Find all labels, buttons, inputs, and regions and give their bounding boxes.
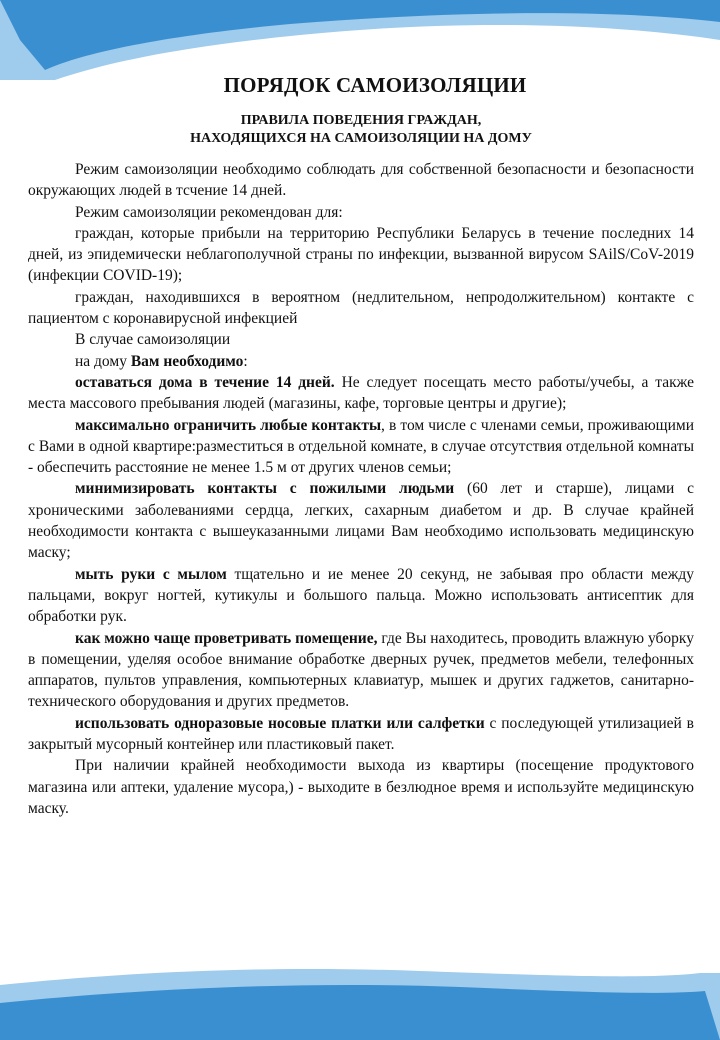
rule-item: оставаться дома в течение 14 дней. Не следует посещать место работы/учебы, а также места массового пребывания людей (магазины, кафе, торговые центры и другие); [28,373,694,413]
rule-item: мыть руки с мылом тщательно и ие менее 20 секунд, не забывая про области между пальцами, вокруг ногтей, кутикулы и большого пальца. Можно использовать антисептик для обработки рук. [28,565,694,626]
rule-item: максимально ограничить любые контакты, в том числе с членами семьи, проживающими с Вами в одной квартире:разместиться в отдельной комнате, в случае отсутствия отдельной комнаты - обеспечить расстояние не менее 1.5 м от других членов семьи; [28,416,694,477]
rule-item: минимизировать контакты с пожилыми людьми (60 лет и старше), лицами с хроническими заболеваниями сердца, легких, сахарным диабетом и др. В случае крайней необходимости контакта с вышеуказанными лицами Вам необходимо использовать медицинскую маску; [28,480,694,562]
paragraph: граждан, находившихся в вероятном (недлительном, непродолжительном) контакте с пациентом с коронавирусной инфекцией [28,288,694,328]
document-title: ПОРЯДОК САМОИЗОЛЯЦИИ [223,73,527,97]
rule-item: использовать одноразовые носовые платки или салфетки с последующей утилизацией в закрытый мусорный контейнер или пластиковый пакет. [28,714,694,754]
bottom-wave-decoration [0,945,720,1040]
document-content [28,70,694,819]
document-body [28,159,694,819]
paragraph: Режим самоизоляции необходимо соблюдать для собственной безопасности и безопасности окружающих людей в тсчение 14 дней. [28,161,694,200]
document-subtitle [28,112,694,148]
subtitle-line-2: НАХОДЯЩИХСЯ НА САМОИЗОЛЯЦИИ НА ДОМУ [190,131,532,146]
paragraph: При наличии крайней необходимости выхода из квартиры (посещение продуктового магазина или аптеки, удаление мусора,) - выходите в безлюдное время и используйте медицинскую маску. [28,757,694,817]
paragraph: на дому Вам необходимо: [75,352,248,370]
paragraph: Режим самоизоляции рекомендован для: [75,203,343,221]
paragraph: граждан, которые прибыли на территорию Республики Беларусь в течение последних 14 дней, из эпидемически неблагополучной страны по инфекции, вызванной вирусом SAilS/CoV-2019 (инфекции COVID-19); [28,224,694,285]
paragraph: В случае самоизоляции [75,331,231,349]
subtitle-line-1: ПРАВИЛА ПОВЕДЕНИЯ ГРАЖДАН, [240,113,482,128]
rule-item: как можно чаще проветривать помещение, где Вы находитесь, проводить влажную уборку в помещении, уделяя особое внимание обработке дверных ручек, предметов мебели, телефонных аппаратов, пультов управления, компьютерных клавиатур, мышек и других гаджетов, санитарно-технического оборудования и других предметов. [28,629,694,711]
